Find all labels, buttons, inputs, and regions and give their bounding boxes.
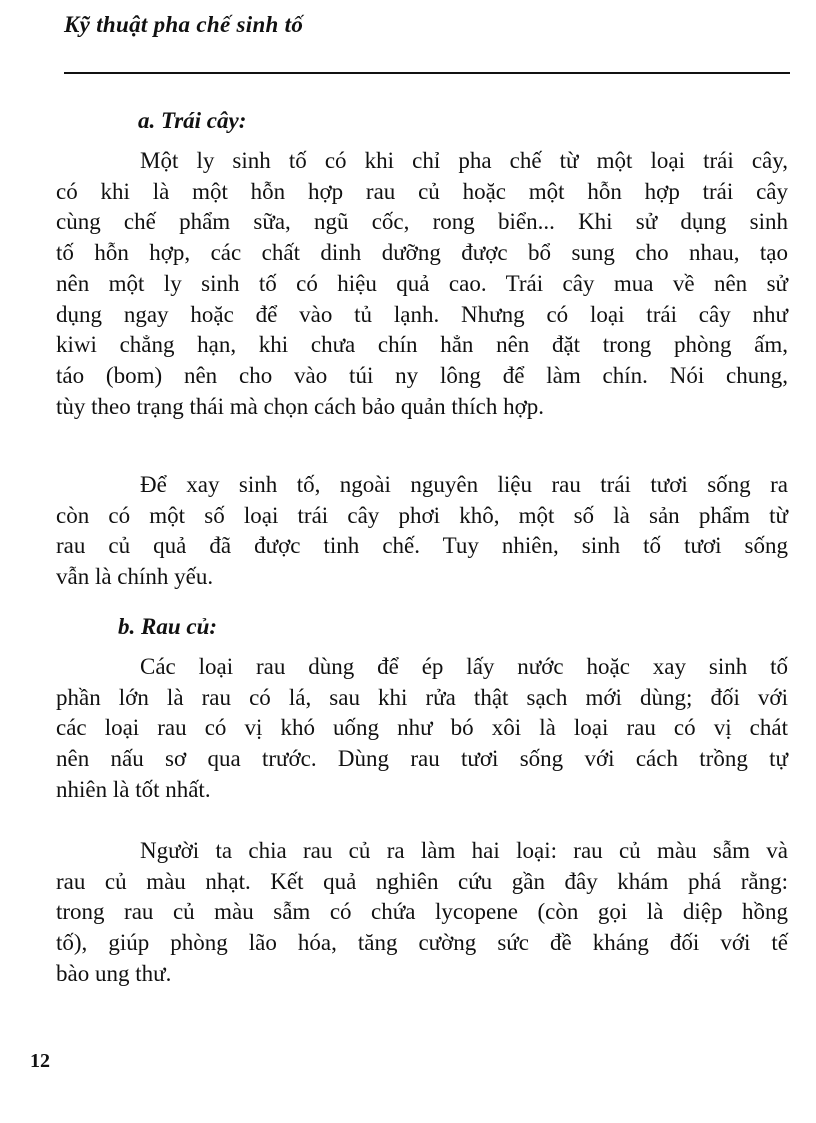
section-a-paragraph-2 (56, 470, 788, 593)
text-line: kiwi chẳng hạn, khi chưa chín hẳn nên đặt trong phòng ấm, (56, 332, 788, 358)
text-line: rau củ quả đã được tinh chế. Tuy nhiên, sinh tố tươi sống (56, 533, 788, 559)
text-line: vẫn là chính yếu. (56, 564, 214, 590)
text-line: các loại rau có vị khó uống như bó xôi là loại rau có vị chát (56, 715, 788, 741)
section-b-heading: b. Rau củ: (118, 614, 218, 639)
text-line: Các loại rau dùng để ép lấy nước hoặc xay sinh tố (140, 654, 788, 679)
text-line: còn có một số loại trái cây phơi khô, một số là sản phẩm từ (56, 502, 788, 528)
text-line: rau củ màu nhạt. Kết quả nghiên cứu gần đây khám phá rằng: (56, 868, 788, 894)
section-a-heading: a. Trái cây: (138, 108, 247, 133)
text-line: nên nấu sơ qua trước. Dùng rau tươi sống với cách trồng tự (56, 746, 788, 772)
text-line: trong rau củ màu sẫm có chứa lycopene (còn gọi là diệp hồng (56, 899, 788, 925)
text-line: bào ung thư. (56, 960, 172, 986)
section-b-paragraph-2 (56, 836, 788, 990)
running-header: Kỹ thuật pha chế sinh tố (64, 12, 304, 37)
section-a-paragraph-1 (56, 146, 788, 422)
text-line: nên một ly sinh tố có hiệu quả cao. Trái cây mua về nên sử (56, 270, 788, 296)
text-line: Để xay sinh tố, ngoài nguyên liệu rau trái tươi sống ra (140, 472, 788, 497)
page-number: 12 (30, 1050, 50, 1072)
header-rule (64, 72, 790, 74)
text-line: dụng ngay hoặc để vào tủ lạnh. Nhưng có loại trái cây như (56, 301, 788, 327)
text-line: cùng chế phẩm sữa, ngũ cốc, rong biển... Khi sử dụng sinh (56, 209, 788, 235)
text-line: tố), giúp phòng lão hóa, tăng cường sức đề kháng đối với tế (56, 930, 788, 956)
text-line: tố hỗn hợp, các chất dinh dưỡng được bổ sung cho nhau, tạo (56, 240, 788, 266)
text-line: có khi là một hỗn hợp rau củ hoặc một hỗn hợp trái cây (56, 178, 788, 204)
text-line: Một ly sinh tố có khi chỉ pha chế từ một loại trái cây, (140, 148, 788, 173)
text-line: tùy theo trạng thái mà chọn cách bảo quản thích hợp. (56, 393, 544, 419)
text-line: phần lớn là rau có lá, sau khi rửa thật sạch mới dùng; đối với (56, 684, 788, 710)
text-line: Người ta chia rau củ ra làm hai loại: rau củ màu sẫm và (140, 838, 788, 863)
section-b-paragraph-1 (56, 652, 788, 806)
text-line: nhiên là tốt nhất. (56, 776, 211, 802)
text-line: táo (bom) nên cho vào túi ny lông để làm chín. Nói chung, (56, 362, 788, 388)
